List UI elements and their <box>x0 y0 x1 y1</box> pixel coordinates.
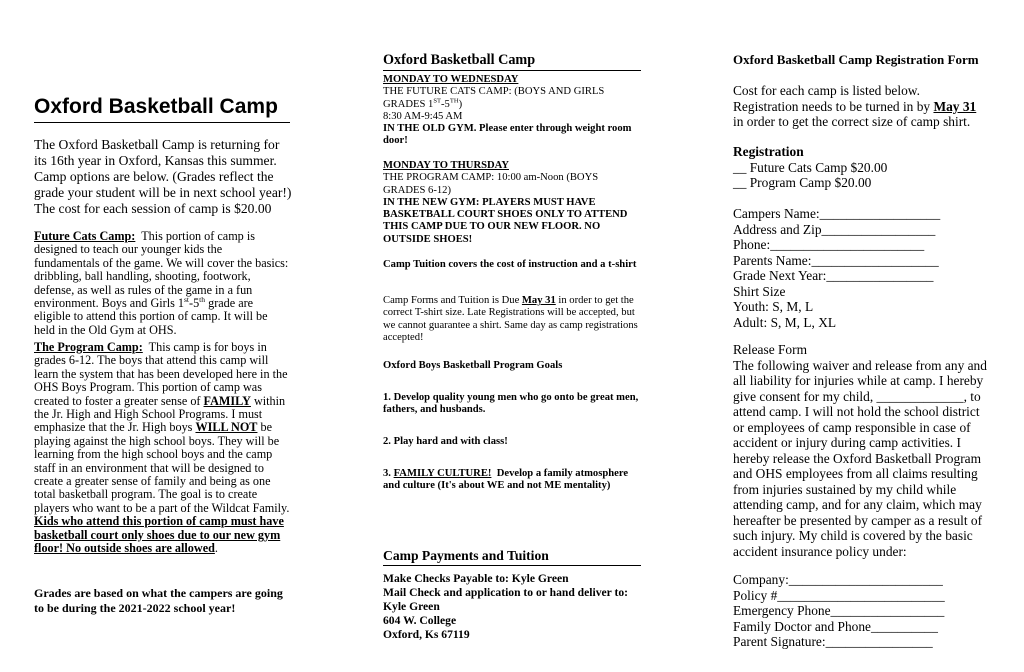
camper-fields <box>733 206 989 330</box>
release-text: The following waiver and release from any and all liability for injuries while at camp. I hereby give consent for my child, _____________, to attend camp. I will not hold the school district or employees of camp responsible in case of accident or injury during camp activities. I hereby release the Oxford Basketball Program and OHS employees from all claims resulting from injuries sustained by my child while attending camp, and for any claim, which may hereafter be presented by camper as a result of such injury. My child is covered by the basic accident insurance policy under: <box>733 357 987 559</box>
future-cats-heading: Future Cats Camp: <box>34 229 136 243</box>
goal-3: 3. FAMILY CULTURE! Develop a family atmosphere and culture (It's about WE and not ME mentality) <box>383 468 629 492</box>
due-date: May 31 <box>521 295 556 306</box>
field-grade-next-year[interactable]: Grade Next Year:________________ <box>733 268 934 283</box>
future-cats-schedule: MONDAY TO WEDNESDAY THE FUTURE CATS CAMP: (BOYS AND GIRLS GRADES 1ST-5TH) 8:30 AM-9:45 AM IN THE OLD GYM. Please enter through weight room door! <box>383 74 639 148</box>
will-not-emphasis: WILL NOT <box>195 420 258 435</box>
field-company[interactable]: Company:_______________________ <box>733 572 943 587</box>
mt-location: IN THE NEW GYM: PLAYERS MUST HAVE BASKETBALL COURT SHOES ONLY TO ATTEND THIS CAMP DUE TO OUR NEW FLOOR. NO OUTSIDE SHOES! <box>383 196 628 245</box>
program-camp-schedule: MONDAY TO THURSDAY THE PROGRAM CAMP: 10:00 am-Noon (BOYS GRADES 6-12) IN THE NEW GYM: PLAYERS MUST HAVE BASKETBALL COURT SHOES ONLY TO ATTEND THIS CAMP DUE TO OUR NEW FLOOR. NO OUTSIDE SHOES! <box>383 160 639 246</box>
registration-options <box>733 144 989 191</box>
field-policy[interactable]: Policy #_________________________ <box>733 587 945 603</box>
program-camp-description: The Program Camp: This camp is for boys in grades 6-12. The boys that attend this camp will learn the system that has been developed here in the OHS Boys Program. This portion of camp was created to foster a greater sense of FAMILY within the Jr. High and High School Programs. I must emphasize that the Jr. High boys WILL NOT be playing against the high school boys. They will be learning from the high school boys and the camp staff in an environment that will be designed to create a greater sense of family and being as one total basketball program. The goal is to create players who want to be a part of the Wildcat Family. Kids who attend this portion of camp must have basketball court only shoes due to our new gym floor! No outside shoes are allowed. <box>34 340 290 556</box>
shirt-size-label: Shirt Size <box>733 283 786 299</box>
mw-time: 8:30 AM-9:45 AM <box>383 110 463 122</box>
program-camp-heading: The Program Camp: <box>34 340 143 354</box>
goal-2: 2. Play hard and with class! <box>383 436 508 447</box>
field-family-doctor[interactable]: Family Doctor and Phone__________ <box>733 618 938 634</box>
goals-title: Oxford Boys Basketball Program Goals <box>383 360 563 371</box>
release-form <box>733 342 989 559</box>
mt-heading: MONDAY TO THURSDAY <box>383 160 509 171</box>
mw-heading: MONDAY TO WEDNESDAY <box>383 74 519 85</box>
payment-details: Make Checks Payable to: Kyle Green Mail Check and application to or hand deliver to: Kyle Green 604 W. College Oxford, Ks 67119 <box>383 572 628 641</box>
option-program-camp[interactable]: __ Program Camp $20.00 <box>733 175 872 190</box>
grades-note: Grades are based on what the campers are going to be during the 2021-2022 school year! <box>34 586 283 615</box>
registration-due-date: May 31 <box>933 98 977 114</box>
family-emphasis: FAMILY <box>203 393 251 408</box>
payments-title: Camp Payments and Tuition <box>383 548 641 566</box>
adult-sizes: Adult: S, M, L, XL <box>733 314 837 330</box>
cost-note: Cost for each camp is listed below. Registration needs to be turned in by May 31 in order to get the correct size of camp shirt. <box>733 83 977 129</box>
registration-title: Oxford Basketball Camp Registration Form <box>733 52 979 67</box>
field-emergency-phone[interactable]: Emergency Phone_________________ <box>733 603 945 618</box>
field-parent-signature[interactable]: Parent Signature:________________ <box>733 634 933 649</box>
shoes-warning: Kids who attend this portion of camp must have basketball court only shoes due to our new gym floor! No outside shoes are allowed <box>34 514 284 556</box>
field-parents-name[interactable]: Parents Name:___________________ <box>733 252 939 268</box>
schedule-title: Oxford Basketball Camp <box>383 52 641 71</box>
field-campers-name[interactable]: Campers Name:__________________ <box>733 206 941 221</box>
overview-title: Oxford Basketball Camp <box>34 93 290 123</box>
field-address-zip[interactable]: Address and Zip_________________ <box>733 221 936 237</box>
registration-heading: Registration <box>733 144 804 159</box>
tuition-note: Camp Tuition covers the cost of instruction and a t-shirt <box>383 259 637 270</box>
option-future-cats[interactable]: __ Future Cats Camp $20.00 <box>733 159 888 175</box>
due-date-note: Camp Forms and Tuition is Due May 31 in order to get the correct T-shirt size. Late Registrations will be accepted, but we cannot guarantee a shirt. Same day as camp registrations accepted! <box>383 295 638 343</box>
insurance-fields <box>733 572 989 650</box>
future-cats-description: Future Cats Camp: This portion of camp is designed to teach our younger kids the fundamentals of the game. We will cover the basics: dribbling, ball handling, shooting, footwork, defense, as well as rules of the game in a fun environment. Boys and Girls 1st-5th grade are eligible to attend this portion of camp. It will be held in the Old Gym at OHS. <box>34 229 289 337</box>
goal-1: 1. Develop quality young men who go onto be great men, fathers, and husbands. <box>383 392 639 416</box>
youth-sizes: Youth: S, M, L <box>733 299 814 314</box>
release-heading: Release Form <box>733 342 808 357</box>
field-phone[interactable]: Phone:_______________________ <box>733 237 925 252</box>
overview-intro: The Oxford Basketball Camp is returning for its 16th year in Oxford, Kansas this summer. Camp options are below. (Grades reflect the grade your student will be in next school year!) The cost for each session of camp is $20.00 <box>34 137 292 216</box>
mw-location: IN THE OLD GYM. Please enter through weight room door! <box>383 123 632 147</box>
